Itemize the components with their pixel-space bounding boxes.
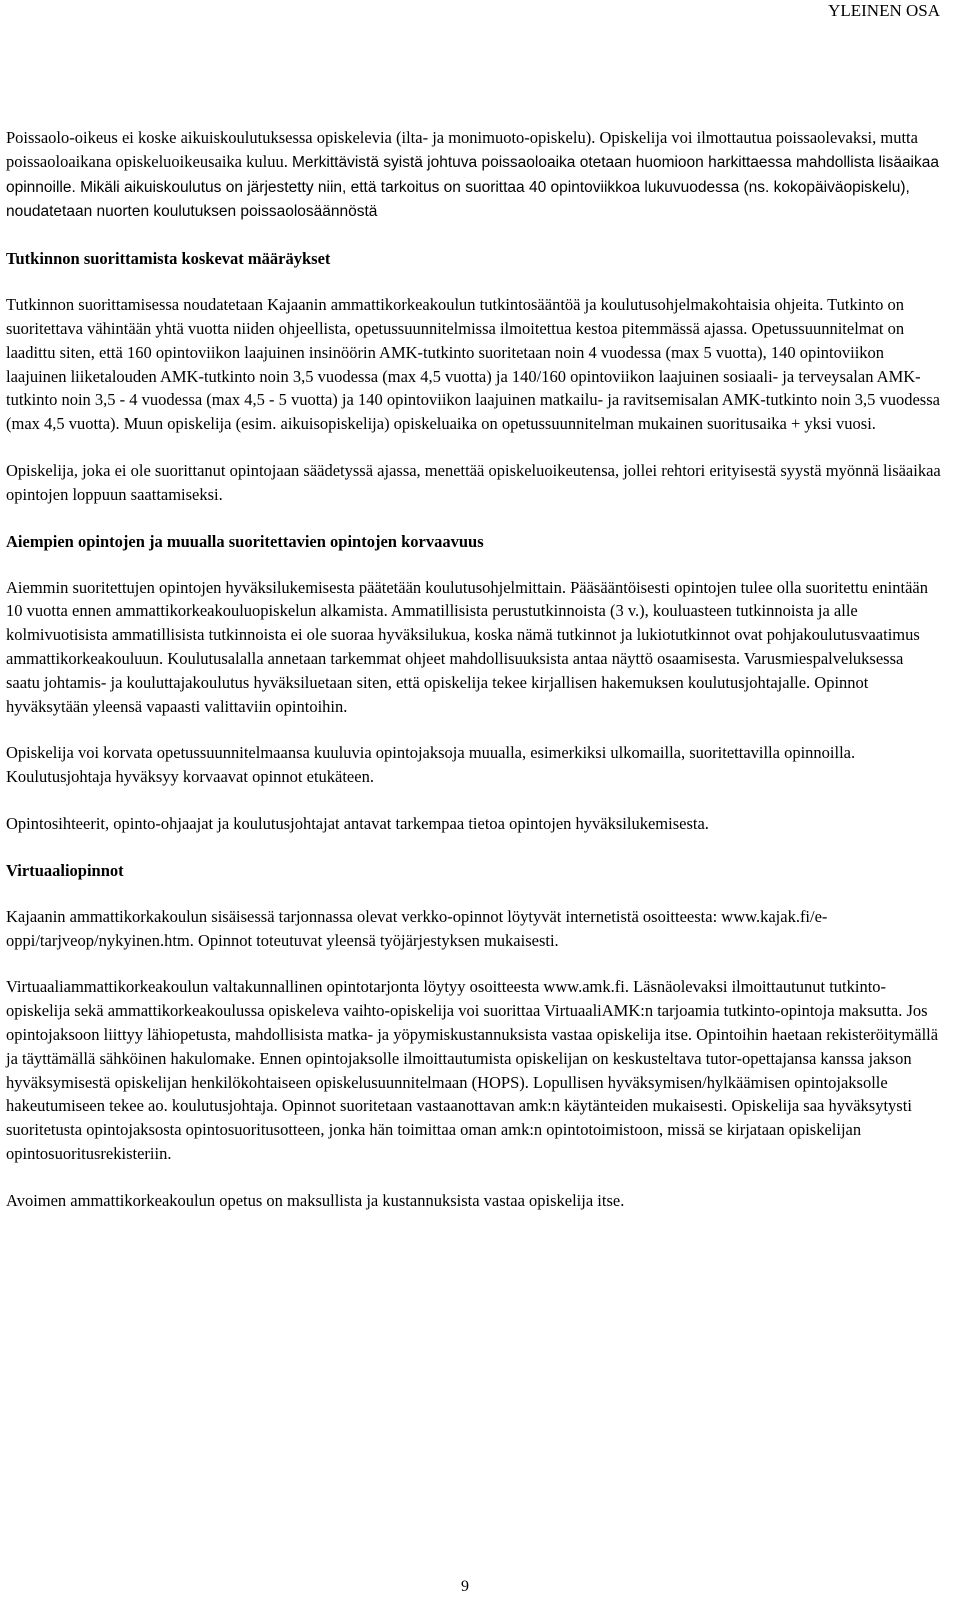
virtual-paragraph-2: Virtuaaliammattikorkeakoulun valtakunnallinen opintotarjonta löytyy osoitteesta www.amk.fi. Läsnäolevaksi ilmoittautunut tutkinto-opiskelija sekä ammattikorkeakoulussa opiskeleva vaihto-opiskelija voi suorittaa VirtuaaliAMK:n tarjoamia tutkinto-opintoja maksutta. Jos opintojaksoon liittyy lähiopetusta, mahdollisista matka- ja yöpymiskustannuksista vastaa opiskelija itse. Opintoihin haetaan rekisteröitymällä ja täyttämällä sähköinen hakulomake. Ennen opintojaksolle ilmoittautumista opiskelijan on keskusteltava tutor-opettajansa kanssa jakson hyväksymisestä opiskelijan henkilökohtaiseen opiskelusuunnitelmaan (HOPS). Lopullisen hyväksymisen/hylkäämisen opintojaksolle hakeutumiseen tekee ao. koulutusjohtaja. Opinnot suoritetaan vastaanottavan amk:n käytänteiden mukaisesti. Opiskelija saa hyväksytysti suoritetusta opintojaksosta opintosuoritusotteen, jonka hän toimittaa oman amk:n opintotoimistoon, missä se kirjataan opiskelijan opintosuoritusrekisteriin. [6,977,939,1163]
virtual-paragraph-1: Kajaanin ammattikorkakoulun sisäisessä tarjonnassa olevat verkko-opinnot löytyvät internetistä osoitteesta: www.kajak.fi/e-oppi/tarjveop/nykyinen.htm. Opinnot toteutuvat yleensä työjärjestyksen mukaisesti. [6,906,828,950]
equivalence-paragraph-1: Aiemmin suoritettujen opintojen hyväksilukemisesta päätetään koulutusohjelmittain. Pääsääntöisesti opintojen tulee olla suoritettu enintään 10 vuotta ennen ammattikorkeakouluopiskelun alkamista. Ammatillisista perustutkinnoista (3 v.), kouluasteen tutkinnoista ja alle kolmivuotisista ammatillisista tutkinnoista ei ole suoraa hyväksilukua, koska nämä tutkinnot ja lukiotutkinnot ovat pohjakoulutusvaatimus ammattikorkeakouluun. Koulutusalalla annetaan tarkemmat ohjeet mahdollisuuksista antaa näyttö osaamisesta. Varusmiespalveluksessa saatu johtamis- ja kouluttajakoulutus hyväksiluetaan siten, että opiskelija tekee kirjallisen hakemuksen koulutusjohtajalle. Opinnot hyväksytään yleensä vapaasti valittaviin opintoihin. [6,577,928,716]
equivalence-paragraph-3: Opintosihteerit, opinto-ohjaajat ja koulutusjohtajat antavat tarkempaa tietoa opintojen hyväksilukemisesta. [6,813,709,833]
completion-paragraph-2: Opiskelija, joka ei ole suorittanut opintojaan säädetyssä ajassa, menettää opiskeluoikeutensa, jollei rehtori erityisestä syystä myönnä lisäaikaa opintojen loppuun saattamiseksi. [6,460,941,504]
virtual-heading: Virtuaaliopinnot [6,860,124,880]
completion-paragraph-1: Tutkinnon suorittamisessa noudatetaan Kajaanin ammattikorkeakoulun tutkintosääntöä ja koulutusohjelmakohtaisia ohjeita. Tutkinto on suoritettava vähintään yhtä vuotta niiden ohjeellista, opetussuunnitelmissa ilmoitettua kestoa pitemmässä ajassa. Opetussuunnitelmat on laadittu siten, että 160 opintoviikon laajuinen insinöörin AMK-tutkinto suoritetaan noin 4 vuodessa (max 5 vuotta), 140 opintoviikon laajuinen liiketalouden AMK-tutkinto noin 3,5 vuodessa (max 4,5 vuotta) ja 140/160 opintoviikon laajuinen sosiaali- ja terveysalan AMK-tutkinto noin 3,5 - 4 vuodessa (max 4,5 - 5 vuotta) ja 140 opintoviikon laajuinen matkailu- ja ravitsemisalan AMK-tutkinto noin 3,5 vuodessa (max 4,5 vuotta). Muun opiskelija (esim. aikuisopiskelija) opiskeluaika on opetussuunnitelman mukainen suoritusaika + yksi vuosi. [6,295,940,434]
document-body [6,126,941,1236]
absence-text-sans: Merkittävistä syistä johtuva poissaoloaika otetaan huomioon harkittaessa mahdollista lisäaikaa opinnoille. Mikäli aikuiskoulutus on järjestetty niin, että tarkoitus on suorittaa 40 opintoviikkoa lukuvuodessa (ns. kokopäiväopiskelu), noudatetaan nuorten koulutuksen poissaolosäännöstä [6,153,939,221]
absence-text-serif: Poissaolo-oikeus ei koske aikuiskoulutuksessa opiskelevia (ilta- ja monimuoto-opiskelu). Opiskelija voi ilmottautua poissaolevaksi, mutta poissaoloaikana opiskeluoikeusaika kuluu. [6,128,918,171]
equivalence-heading: Aiempien opintojen ja muualla suoritettavien opintojen korvaavuus [6,531,484,551]
virtual-paragraph-3: Avoimen ammattikorkeakoulun opetus on maksullista ja kustannuksista vastaa opiskelija itse. [6,1190,625,1210]
equivalence-paragraph-2: Opiskelija voi korvata opetussuunnitelmaansa kuuluvia opintojaksoja muualla, esimerkiksi ulkomailla, suoritettavilla opinnoilla. Koulutusjohtaja hyväksyy korvaavat opinnot etukäteen. [6,743,856,787]
absence-section [6,126,941,224]
completion-heading: Tutkinnon suorittamista koskevat määräykset [6,249,331,269]
absence-paragraph [6,126,941,224]
running-header: YLEINEN OSA [828,1,940,20]
page-number: 9 [461,1578,469,1595]
